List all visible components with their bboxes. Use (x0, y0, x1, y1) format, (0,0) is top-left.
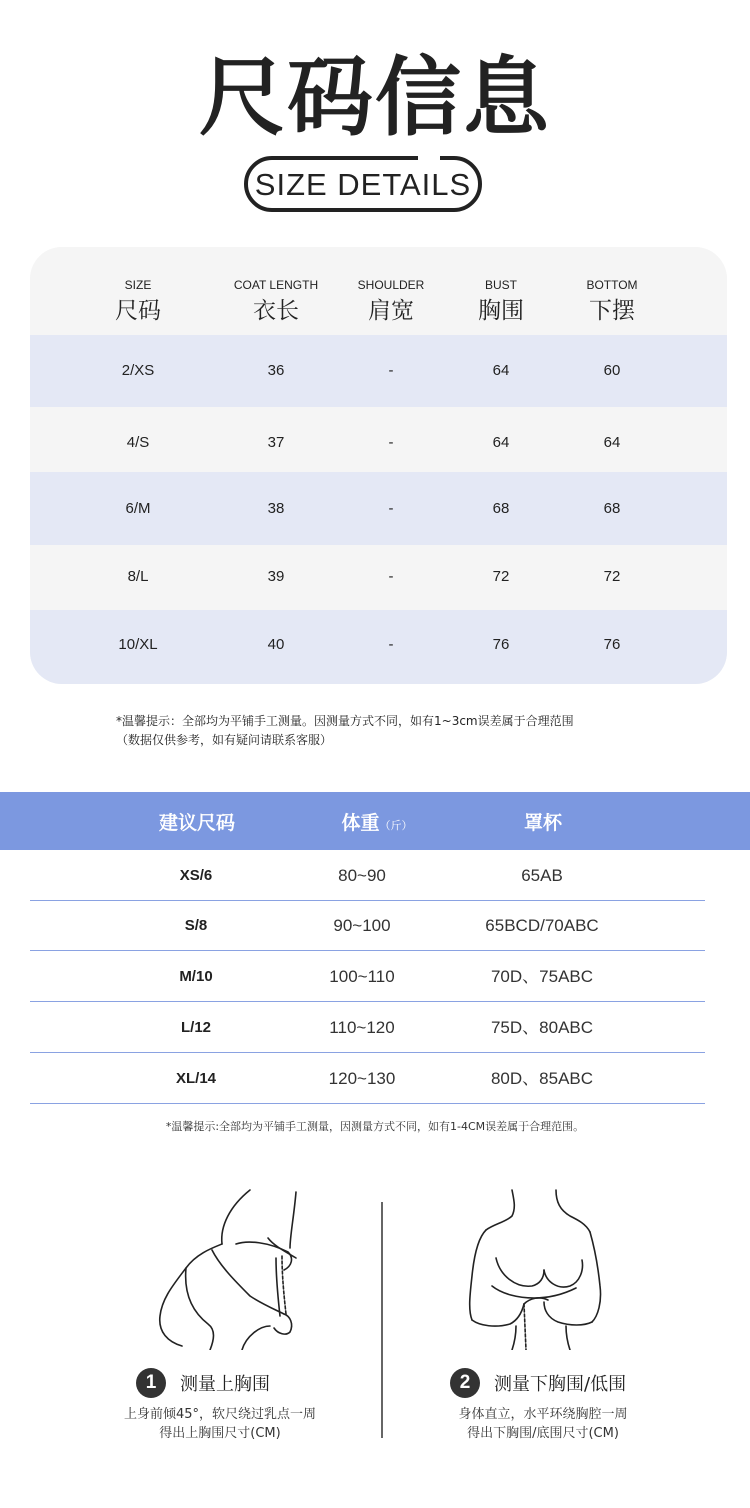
cell-size: XL/14 (175, 1070, 217, 1087)
table-row (30, 545, 727, 610)
table-row (30, 1002, 705, 1053)
table-row (30, 951, 705, 1002)
cell-weight: 80~90 (338, 866, 386, 885)
size-note-line2: （数据仅供参考，如有疑问请联系客服） (116, 733, 333, 747)
cell-bottom: 72 (603, 568, 621, 585)
cell-size: S/8 (184, 917, 208, 934)
cell-cup: 80D、85ABC (490, 1069, 594, 1088)
step-1-description (70, 1405, 370, 1443)
upper-bust-illustration (150, 1186, 310, 1350)
col-shoulder-zh: 肩宽 (368, 298, 414, 324)
cell-shoulder: - (388, 362, 394, 379)
size-table-header (30, 247, 727, 335)
col-shoulder-en: SHOULDER (357, 278, 425, 292)
back-line (222, 1190, 250, 1244)
step-2-label: 测量下胸围/低围 (494, 1374, 627, 1395)
cell-cup: 70D、75ABC (490, 967, 594, 986)
illustration-divider (381, 1202, 383, 1438)
step-2-number: 2 (450, 1368, 480, 1398)
col-bust-zh: 胸围 (478, 298, 524, 324)
step-1-number: 1 (136, 1368, 166, 1398)
step-2-description (393, 1405, 693, 1443)
step-1-desc-line2: 得出上胸围尺寸(CM) (159, 1426, 281, 1441)
step-1-desc-line1: 上身前倾45°，软尺绕过乳点一周 (123, 1407, 317, 1422)
size-note (116, 712, 574, 750)
cell-bust: 76 (492, 636, 510, 653)
table-row (30, 610, 727, 684)
cell-bottom: 64 (603, 434, 621, 451)
cell-cup: 65BCD/70ABC (485, 916, 599, 935)
cell-bust: 64 (492, 434, 510, 451)
step-1-label: 测量上胸围 (180, 1374, 270, 1395)
cell-length: 37 (267, 434, 285, 451)
col-bottom-en: BOTTOM (586, 278, 638, 292)
cell-shoulder: - (388, 636, 394, 653)
under-bust-illustration (452, 1186, 612, 1350)
cell-shoulder: - (388, 568, 394, 585)
col-cup: 罩杯 (523, 812, 562, 834)
table-row (30, 1053, 705, 1104)
cell-bottom: 60 (603, 362, 621, 379)
col-weight (302, 792, 452, 857)
cell-size: 4/S (126, 434, 150, 451)
step-1-heading (136, 1368, 270, 1398)
subtitle-badge: SIZE DETAILS (244, 156, 482, 212)
cell-bottom: 76 (603, 636, 621, 653)
cell-bust: 68 (492, 500, 510, 517)
cell-bust: 72 (492, 568, 510, 585)
cell-bust: 64 (492, 362, 510, 379)
col-weight-label: 体重 (341, 812, 380, 834)
cell-size: 10/XL (118, 636, 158, 653)
table-row (30, 407, 727, 472)
cell-length: 39 (267, 568, 285, 585)
col-bottom-zh: 下摆 (589, 298, 635, 324)
col-suggested-size: 建议尺码 (158, 812, 235, 834)
size-note-line1: *温馨提示：全部均为平铺手工测量。因测量方式不同，如有1~3cm误差属于合理范围 (116, 714, 574, 728)
col-bust-en: BUST (484, 278, 517, 292)
cell-cup: 65AB (521, 866, 563, 885)
step-2-heading (450, 1368, 626, 1398)
table-row (30, 472, 727, 545)
cell-size: 2/XS (121, 362, 155, 379)
cell-shoulder: - (388, 500, 394, 517)
table-row (30, 850, 705, 901)
cell-shoulder: - (388, 434, 394, 451)
page-title: 尺码信息 (199, 48, 551, 148)
table-row (30, 335, 727, 407)
cell-size: M/10 (179, 968, 213, 985)
pill-notch (418, 152, 440, 160)
cell-size: XS/6 (179, 867, 213, 884)
step-2-desc-line2: 得出下胸围/底围尺寸(CM) (467, 1426, 619, 1441)
cell-weight: 110~120 (329, 1018, 395, 1037)
fit-table-header (0, 792, 750, 850)
col-length-en: COAT LENGTH (233, 278, 319, 292)
size-table (30, 247, 727, 684)
step-2-desc-line1: 身体直立，水平环绕胸腔一周 (458, 1407, 628, 1422)
cell-weight: 100~110 (329, 967, 395, 986)
col-length-zh: 衣长 (253, 298, 299, 324)
cell-length: 36 (267, 362, 285, 379)
fit-note: *温馨提示:全部均为平铺手工测量，因测量方式不同，如有1-4CM误差属于合理范围。 (165, 1120, 585, 1133)
cell-bottom: 68 (603, 500, 621, 517)
col-size-en: SIZE (124, 278, 152, 292)
table-row (30, 900, 705, 951)
cell-weight: 120~130 (328, 1069, 396, 1088)
cell-length: 40 (267, 636, 285, 653)
cell-size: L/12 (180, 1019, 211, 1036)
cell-weight: 90~100 (333, 916, 391, 935)
cell-length: 38 (267, 500, 285, 517)
cell-size: 6/M (125, 500, 151, 517)
cell-size: 8/L (127, 568, 149, 585)
col-size-zh: 尺码 (115, 298, 161, 324)
col-weight-unit: （斤） (379, 819, 413, 832)
cell-cup: 75D、80ABC (490, 1018, 594, 1037)
